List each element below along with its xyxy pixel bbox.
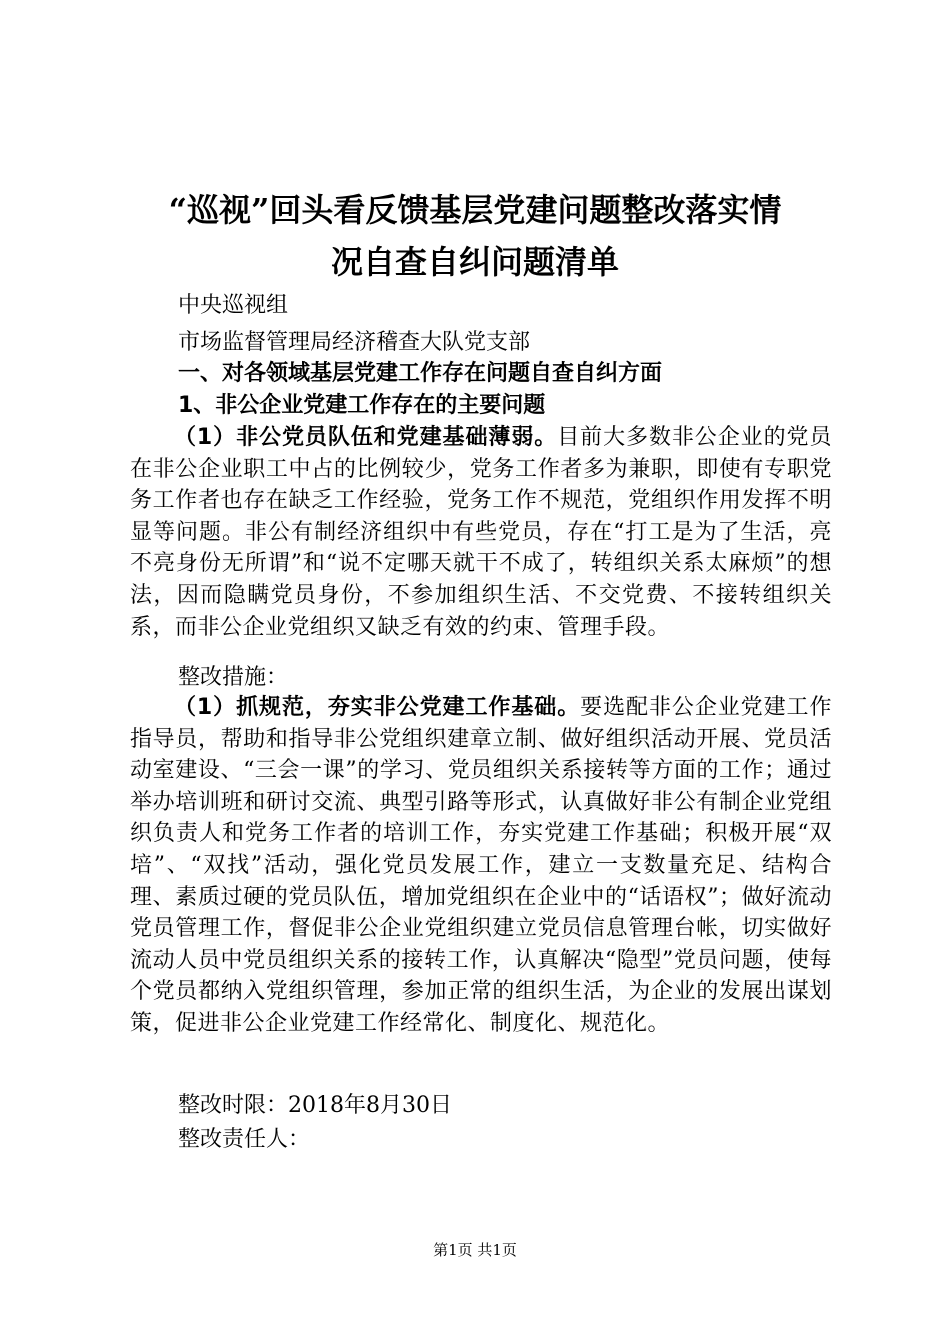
- document-title-line-2: 况自查自纠问题清单: [330, 243, 619, 281]
- subsection-heading: 1、非公企业党建工作存在的主要问题: [178, 393, 546, 418]
- document-title-line-1: “巡视”回头看反馈基层党建问题整改落实情: [168, 191, 782, 229]
- org-line-inspection-group: 中央巡视组: [178, 293, 289, 318]
- measure-body: 要选配非公企业党建工作指导员，帮助和指导非公党组织建章立制、做好组织活动开展、党员活动室建设、“三会一课”的学习、党员组织关系接转等方面的工作；通过举办培训班和研讨交流、典型引路等形式，认真做好非公有制企业党组织负责人和党务工作者的培训工作，夯实党建工作基础；积极开展“双培”、“双找”活动，强化党员发展工作，建立一支数量充足、结构合理、素质过硬的党员队伍，增加党组织在企业中的“话语权”；做好流动党员管理工作，督促非公企业党组织建立党员信息管理台帐，切实做好流动人员中党员组织关系的接转工作，认真解决“隐型”党员问题，使每个党员都纳入党组织管理，参加正常的组织生活，为企业的发展出谋划策，促进非公企业党建工作经常化、制度化、规范化。: [130, 695, 832, 1036]
- org-line-party-branch: 市场监督管理局经济稽查大队党支部: [178, 330, 531, 355]
- problem-paragraph: [130, 422, 832, 643]
- rectification-deadline: 整改时限：2018年8月30日: [178, 1093, 452, 1118]
- section-heading: 一、对各领域基层党建工作存在问题自查自纠方面: [178, 361, 663, 386]
- problem-lead: （1）非公党员队伍和党建基础薄弱。: [174, 425, 558, 450]
- problem-body: 目前大多数非公企业的党员在非公企业职工中占的比例较少，党务工作者多为兼职，即使有专职党务工作者也存在缺乏工作经验，党务工作不规范，党组织作用发挥不明显等问题。非公有制经济组织中有些党员，存在“打工是为了生活，亮不亮身份无所谓”和“说不定哪天就干不成了，转组织关系太麻烦”的想法，因而隐瞒党员身份，不参加组织生活、不交党费、不接转组织关系，而非公企业党组织又缺乏有效的约束、管理手段。: [130, 425, 832, 640]
- rectification-responsible: 整改责任人：: [178, 1127, 311, 1152]
- measure-paragraph: [130, 692, 832, 1040]
- measures-label: 整改措施：: [178, 665, 289, 690]
- page-footer: 第1页 共1页: [433, 1241, 517, 1259]
- measure-lead: （1）抓规范，夯实非公党建工作基础。: [174, 695, 581, 720]
